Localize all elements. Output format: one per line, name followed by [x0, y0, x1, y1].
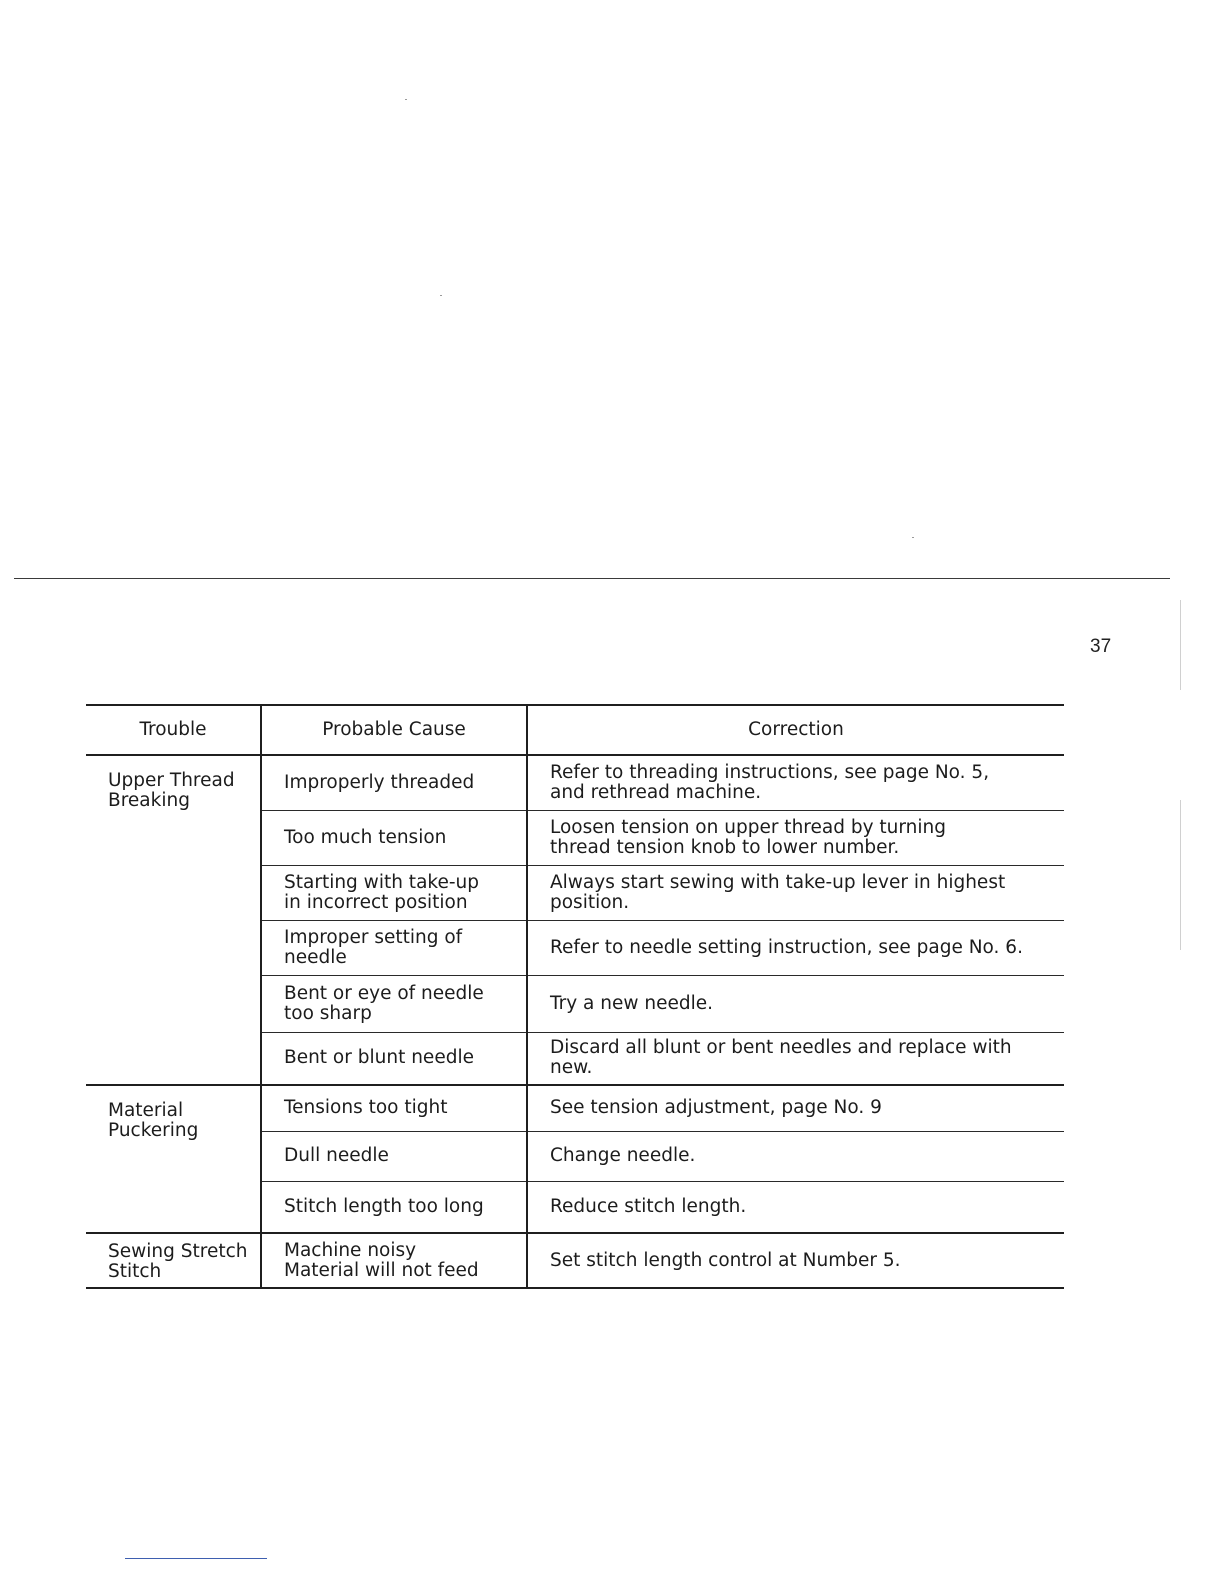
scan-speck — [405, 99, 407, 100]
correction-text: Reduce stitch length. — [550, 1195, 747, 1217]
header-correction: Correction — [527, 705, 1064, 755]
scan-speck — [440, 295, 442, 296]
trouble-label: Sewing Stretch Stitch — [108, 1241, 248, 1282]
footer-rule — [125, 1558, 267, 1559]
correction-text: Always start sewing with take-up lever in highest position. — [550, 871, 1006, 913]
table-row — [86, 1085, 1064, 1131]
troubleshooting-table — [86, 704, 1064, 1289]
table-row — [86, 755, 1064, 810]
trouble-label: Material Puckering — [108, 1100, 199, 1141]
cause-text: Bent or eye of needle too sharp — [284, 982, 484, 1024]
cause-text: Stitch length too long — [284, 1195, 484, 1217]
cause-text: Too much tension — [284, 826, 447, 848]
cause-text: Improperly threaded — [284, 771, 475, 793]
correction-text: Loosen tension on upper thread by turning thread tension knob to lower number. — [550, 816, 946, 858]
cause-cell — [261, 1085, 527, 1131]
correction-cell — [527, 1032, 1064, 1085]
correction-text: Discard all blunt or bent needles and replace with new. — [550, 1037, 1012, 1079]
correction-cell — [527, 1131, 1064, 1181]
cause-cell — [261, 1131, 527, 1181]
correction-text: Set stitch length control at Number 5. — [550, 1249, 901, 1271]
cause-cell — [261, 920, 527, 975]
cause-cell — [261, 1032, 527, 1085]
cause-cell — [261, 865, 527, 920]
correction-text: Change needle. — [550, 1145, 696, 1166]
trouble-label: Upper Thread Breaking — [108, 770, 235, 811]
scan-edge-mark — [1180, 600, 1181, 690]
trouble-cell — [86, 1085, 261, 1233]
correction-cell — [527, 1085, 1064, 1131]
correction-text: Try a new needle. — [550, 992, 713, 1014]
correction-cell — [527, 865, 1064, 920]
cause-text: Improper setting of needle — [284, 926, 463, 968]
correction-cell — [527, 975, 1064, 1032]
table-row — [86, 1233, 1064, 1288]
correction-cell — [527, 1181, 1064, 1233]
correction-text: Refer to threading instructions, see page No. 5, and rethread machine. — [550, 761, 990, 803]
table-header-row — [86, 705, 1064, 755]
header-trouble: Trouble — [86, 705, 261, 755]
cause-text: Tensions too tight — [284, 1097, 448, 1119]
page-number: 37 — [1090, 636, 1112, 657]
cause-cell — [261, 1233, 527, 1288]
cause-text: Machine noisy Material will not feed — [284, 1239, 479, 1281]
scan-speck — [912, 537, 914, 538]
correction-cell — [527, 755, 1064, 810]
cause-cell — [261, 1181, 527, 1233]
correction-cell — [527, 1233, 1064, 1288]
correction-cell — [527, 920, 1064, 975]
cause-text: Dull needle — [284, 1145, 389, 1166]
cause-text: Starting with take-up in incorrect position — [284, 871, 479, 913]
cause-cell — [261, 975, 527, 1032]
header-probable-cause: Probable Cause — [261, 705, 527, 755]
cause-cell — [261, 755, 527, 810]
correction-cell — [527, 810, 1064, 865]
scan-edge-mark — [1180, 800, 1181, 950]
correction-text: Refer to needle setting instruction, see page No. 6. — [550, 936, 1023, 958]
correction-text: See tension adjustment, page No. 9 — [550, 1097, 882, 1119]
trouble-cell — [86, 1233, 261, 1288]
cause-cell — [261, 810, 527, 865]
trouble-cell — [86, 755, 261, 1085]
page-divider-line — [14, 578, 1170, 579]
cause-text: Bent or blunt needle — [284, 1047, 474, 1069]
